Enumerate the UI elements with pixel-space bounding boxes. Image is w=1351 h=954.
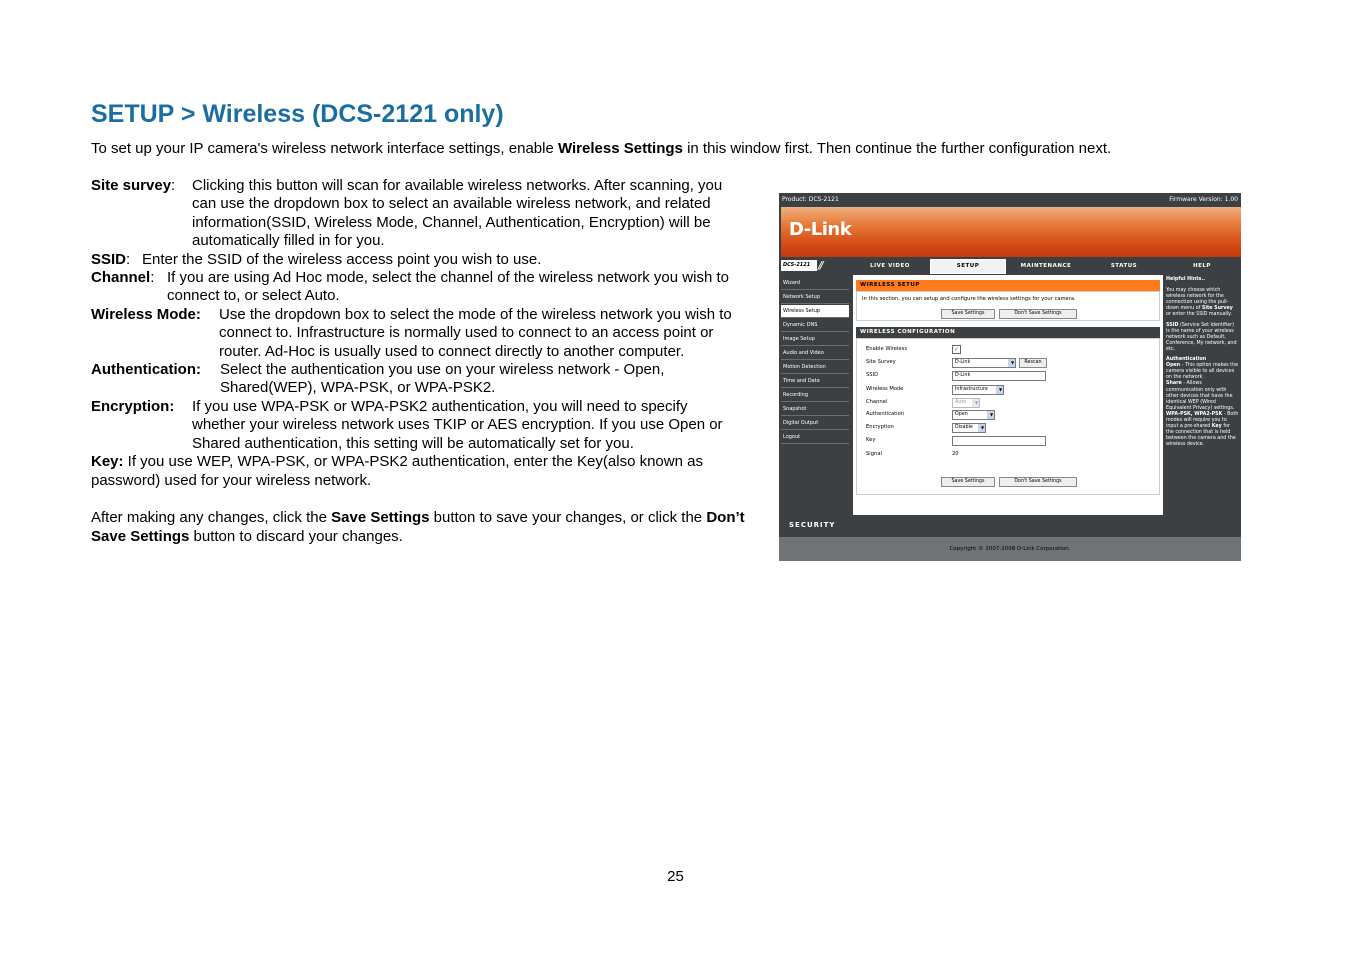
tab-maintenance[interactable]: MAINTENANCE xyxy=(1020,263,1072,269)
desc-line: Use the dropdown box to select the mode of the wireless network you wish to xyxy=(219,305,732,323)
wireless-mode-select[interactable] xyxy=(952,385,1004,395)
desc-line: Shared(WEP), WPA-PSK, or WPA-PSK2. xyxy=(220,379,496,397)
term-sep: : xyxy=(171,177,176,194)
desc-line: information(SSID, Wireless Mode, Channel, Authentication, Encryption) will be xyxy=(192,213,711,231)
help-bold: Authentication xyxy=(1166,357,1207,363)
main-content xyxy=(853,275,1163,515)
help-text: (Service Set Identifier) is the name of your wireless network such as Default, Conference, My network, and etc. xyxy=(1166,322,1237,352)
copyright-bar: Copyright © 2007-2008 D-Link Corporation. xyxy=(779,537,1241,561)
definition-site-survey xyxy=(91,177,771,251)
menu-image-setup[interactable]: Image Setup xyxy=(781,333,849,346)
wireless-setup-heading: WIRELESS SETUP xyxy=(856,280,1160,291)
menu-motion-detection[interactable]: Motion Detection xyxy=(781,361,849,374)
label-ssid: SSID xyxy=(866,372,879,378)
tab-help[interactable]: HELP xyxy=(1193,263,1211,269)
term-ssid: SSID xyxy=(91,250,127,268)
help-bold: Site Survey xyxy=(1201,306,1233,312)
sidebar xyxy=(779,275,851,515)
model-tag: DCS-2121 xyxy=(781,260,817,271)
desc-line: If you use WPA-PSK or WPA-PSK2 authentication, you will need to specify xyxy=(192,397,688,415)
term-channel: Channel xyxy=(91,269,151,287)
signal-value: 20 xyxy=(952,451,959,457)
product-label: Product: DCS-2121 xyxy=(782,196,839,203)
help-title: Helpful Hints.. xyxy=(1166,277,1206,282)
label-wireless-mode: Wireless Mode xyxy=(866,386,904,392)
security-label: SECURITY xyxy=(789,521,836,529)
help-para-6 xyxy=(1166,412,1239,449)
intro-bold: Wireless Settings xyxy=(557,140,683,157)
intro-text: To set up your IP camera's wireless network interface settings, enable xyxy=(91,140,558,157)
desc-line: can use the dropdown box to select an available wireless network, and related xyxy=(192,195,711,213)
menu-network-setup[interactable]: Network Setup xyxy=(781,291,849,304)
desc-line: Shared authentication, this setting will be automatically set for you. xyxy=(192,434,634,452)
help-text: - Allows communication only with other devices that have the identical WEP (Wired Equivalent Privacy) settings. xyxy=(1166,381,1235,411)
after-paragraph xyxy=(91,508,751,546)
help-bold: Share xyxy=(1166,381,1182,387)
help-bold: SSID xyxy=(1166,322,1179,328)
term-key: Key: xyxy=(91,453,124,471)
wireless-setup-box xyxy=(856,291,1160,321)
definition-authentication xyxy=(91,361,771,398)
help-bold: WPA-PSK, WPA2-PSK xyxy=(1166,411,1223,417)
label-authentication: Authentication xyxy=(866,411,905,417)
definition-ssid xyxy=(91,251,771,269)
save-settings-button-bottom[interactable]: Save Settings xyxy=(941,477,995,487)
tab-status[interactable]: STATUS xyxy=(1110,263,1138,269)
label-channel: Channel xyxy=(866,399,888,405)
menu-wizard[interactable]: Wizard xyxy=(781,277,849,290)
save-settings-button-top[interactable]: Save Settings xyxy=(941,309,995,319)
help-para-2 xyxy=(1166,323,1239,353)
help-text: - This option makes the camera visible to all devices on the network. xyxy=(1166,363,1239,381)
wireless-mode-value: Infrastructure xyxy=(955,387,988,392)
after-text: button to save your changes, or click the xyxy=(429,509,707,526)
camera-ui-screenshot xyxy=(779,193,1241,561)
help-text: for the connection that is held between the camera and the wireless device. xyxy=(1166,424,1236,448)
tab-setup[interactable]: SETUP xyxy=(930,259,1006,274)
authentication-value: Open xyxy=(955,412,968,417)
after-text: button to discard your changes. xyxy=(189,528,403,545)
chevron-down-icon: ▼ xyxy=(972,399,979,407)
term-encryption: Encryption: xyxy=(91,397,175,415)
chevron-down-icon: ▼ xyxy=(978,424,985,432)
desc-line: Select the authentication you use on your wireless network - Open, xyxy=(220,361,665,379)
header-banner xyxy=(781,207,1241,257)
menu-logout[interactable]: Logout xyxy=(781,431,849,444)
dont-save-button-bottom[interactable]: Don't Save Settings xyxy=(999,477,1077,487)
definition-key xyxy=(91,453,751,490)
encryption-select[interactable] xyxy=(952,423,986,433)
help-para-1 xyxy=(1166,288,1239,318)
label-enable-wireless: Enable Wireless xyxy=(866,346,908,352)
help-bold: Key xyxy=(1211,424,1222,430)
ssid-input[interactable]: D-Link xyxy=(952,371,1046,381)
definitions-list xyxy=(91,177,771,490)
channel-select[interactable] xyxy=(952,398,980,408)
wireless-config-heading: WIRELESS CONFIGURATION xyxy=(856,327,1160,338)
page-title: SETUP > Wireless (DCS-2121 only) xyxy=(91,100,504,128)
definition-channel xyxy=(91,269,771,306)
label-signal: Signal xyxy=(866,451,882,457)
help-para-4 xyxy=(1166,363,1239,381)
chevron-down-icon: ▼ xyxy=(987,411,994,419)
site-survey-select[interactable] xyxy=(952,358,1016,368)
definition-wireless-mode xyxy=(91,306,771,361)
desc-line: Clicking this button will scan for available wireless networks. After scanning, you xyxy=(192,177,723,194)
slash-decoration-icon: // xyxy=(818,259,822,272)
menu-digital-output[interactable]: Digital Output xyxy=(781,417,849,430)
site-survey-value: D-Link xyxy=(955,360,971,365)
chevron-down-icon: ▼ xyxy=(996,386,1003,394)
chevron-down-icon: ▼ xyxy=(1008,359,1015,367)
desc-line: router. Ad-Hoc is usually used to connect directly to another computer. xyxy=(219,342,685,360)
key-input[interactable] xyxy=(952,436,1046,446)
definition-encryption xyxy=(91,398,771,453)
security-bar xyxy=(779,515,1241,537)
encryption-value: Disable xyxy=(955,425,973,430)
desc-line: Enter the SSID of the wireless access point you wish to use. xyxy=(142,250,542,268)
product-bar xyxy=(779,193,1241,207)
label-encryption: Encryption xyxy=(866,424,894,430)
desc-line: automatically filled in for you. xyxy=(192,232,385,250)
enable-wireless-checkbox[interactable]: ✓ xyxy=(953,346,960,353)
after-bold-save: Save Settings xyxy=(331,509,430,526)
help-text: - Both modes will require you to input a pre-shared xyxy=(1166,411,1239,430)
help-bold: Open xyxy=(1166,363,1181,369)
authentication-select[interactable] xyxy=(952,410,995,420)
menu-time-date[interactable]: Time and Date xyxy=(781,375,849,388)
label-key: Key xyxy=(866,437,876,443)
help-text: or enter the SSID manually. xyxy=(1166,312,1232,318)
help-text: You may choose which wireless network for the connection using the pull-down menu of xyxy=(1166,288,1229,312)
term-sep: : xyxy=(150,269,155,287)
menu-recording[interactable]: Recording xyxy=(781,389,849,402)
intro-paragraph xyxy=(91,140,1111,158)
desc-line: whether your wireless network uses TKIP or AES encryption. If you use Open or xyxy=(192,416,723,434)
desc-line: connect to. Infrastructure is normally used to connect to an access point or xyxy=(219,324,714,342)
wireless-config-box xyxy=(856,338,1160,495)
dlink-logo: D-Link xyxy=(789,219,852,240)
tab-live-video[interactable]: LIVE VIDEO xyxy=(870,263,910,269)
term-wireless-mode: Wireless Mode: xyxy=(91,305,201,323)
term-sep: : xyxy=(126,250,131,268)
after-bold-dont-save: Don’t Save Settings xyxy=(91,509,745,545)
wireless-setup-desc: In this section, you can setup and configure the wireless settings for your camera. xyxy=(862,296,1076,302)
helpful-hints-panel xyxy=(1164,275,1241,515)
page-number: 25 xyxy=(667,868,684,885)
help-para-5 xyxy=(1166,381,1239,411)
menu-wireless-setup[interactable]: Wireless Setup xyxy=(781,305,849,318)
desc-key: If you use WEP, WPA-PSK, or WPA-PSK2 authentication, enter the Key(also known as password) used for your wireless network. xyxy=(91,453,703,489)
intro-text-end: in this window first. Then continue the further configuration next. xyxy=(682,140,1112,157)
desc-line: connect to, or select Auto. xyxy=(167,287,340,305)
channel-value: Auto xyxy=(955,400,967,405)
menu-dynamic-dns[interactable]: Dynamic DNS xyxy=(781,319,849,332)
label-site-survey: Site Survey xyxy=(866,359,896,365)
dont-save-button-top[interactable]: Don't Save Settings xyxy=(999,309,1077,319)
after-text: After making any changes, click the xyxy=(91,509,332,526)
rescan-button[interactable]: Rescan xyxy=(1019,358,1047,368)
term-site-survey: Site survey xyxy=(91,177,172,194)
menu-snapshot[interactable]: Snapshot xyxy=(781,403,849,416)
firmware-label: Firmware Version: 1.00 xyxy=(1169,196,1238,203)
menu-audio-video[interactable]: Audio and Video xyxy=(781,347,849,360)
term-authentication: Authentication: xyxy=(91,361,201,379)
desc-line: If you are using Ad Hoc mode, select the channel of the wireless network you wish to xyxy=(167,269,729,287)
